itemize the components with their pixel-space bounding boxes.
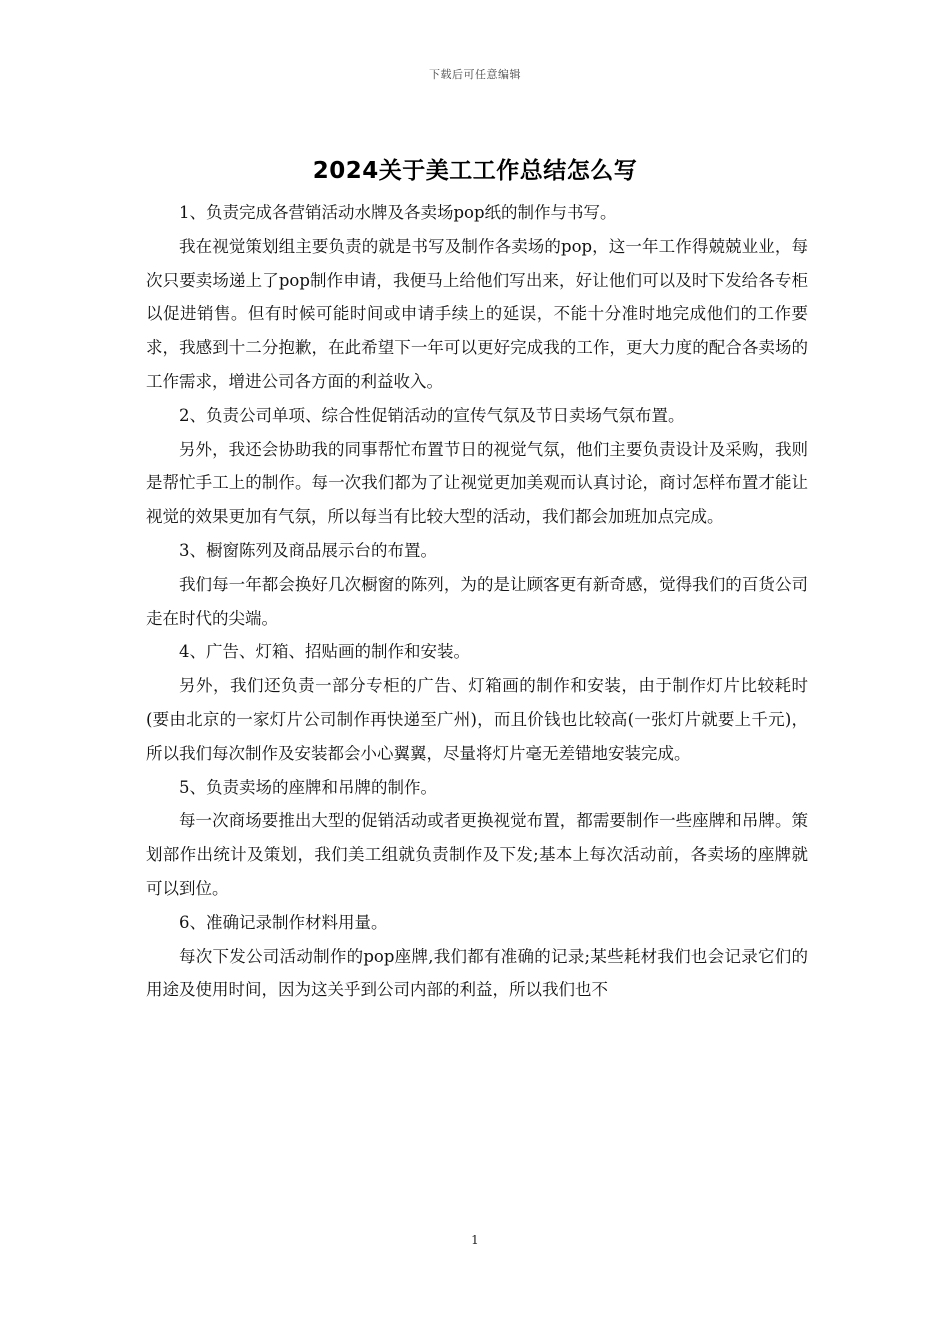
body-paragraph-1: 我在视觉策划组主要负责的就是书写及制作各卖场的pop，这一年工作得兢兢业业，每次只要卖场递上了pop制作申请，我便马上给他们写出来，好让他们可以及时下发给各专柜以促进销售。但有时候可能时间或申请手续上的延误，不能十分准时地完成他们的工作要求，我感到十二分抱歉，在此希望下一年可以更好完成我的工作，更大力度的配合各卖场的工作需求，增进公司各方面的利益收入。 (146, 236, 808, 391)
section-heading-2: 2、负责公司单项、综合性促销活动的宣传气氛及节日卖场气氛布置。 (179, 405, 685, 425)
body-paragraph-4: 另外，我们还负责一部分专柜的广告、灯箱画的制作和安装，由于制作灯片比较耗时(要由北京的一家灯片公司制作再快递至广州)，而且价钱也比较高(一张灯片就要上千元)，所以我们每次制作及安装都会小心翼翼，尽量将灯片毫无差错地安装完成。 (146, 676, 808, 763)
body-paragraph-3: 我们每一年都会换好几次橱窗的陈列，为的是让顾客更有新奇感，觉得我们的百货公司走在时代的尖端。 (146, 574, 808, 628)
header-note: 下载后可任意编辑 (429, 68, 521, 81)
section-heading-4: 4、广告、灯箱、招贴画的制作和安装。 (179, 642, 470, 662)
document-body (146, 196, 808, 1007)
section-heading-5: 5、负责卖场的座牌和吊牌的制作。 (179, 777, 437, 797)
page-number: 1 (471, 1233, 479, 1247)
body-paragraph-6: 每次下发公司活动制作的pop座牌,我们都有准确的记录;某些耗材我们也会记录它们的用途及使用时间，因为这关乎到公司内部的利益，所以我们也不 (146, 946, 808, 1000)
document-title: 2024关于美工工作总结怎么写 (312, 158, 638, 184)
body-paragraph-5: 每一次商场要推出大型的促销活动或者更换视觉布置，都需要制作一些座牌和吊牌。策划部作出统计及策划，我们美工组就负责制作及下发;基本上每次活动前，各卖场的座牌就可以到位。 (146, 811, 808, 898)
section-heading-1: 1、负责完成各营销活动水牌及各卖场pop纸的制作与书写。 (179, 203, 617, 222)
body-paragraph-2: 另外，我还会协助我的同事帮忙布置节日的视觉气氛，他们主要负责设计及采购，我则是帮忙手工上的制作。每一次我们都为了让视觉更加美观而认真讨论，商讨怎样布置才能让视觉的效果更加有气氛，所以每当有比较大型的活动，我们都会加班加点完成。 (146, 439, 808, 527)
section-heading-6: 6、准确记录制作材料用量。 (179, 912, 388, 932)
section-heading-3: 3、橱窗陈列及商品展示台的布置。 (179, 540, 437, 560)
